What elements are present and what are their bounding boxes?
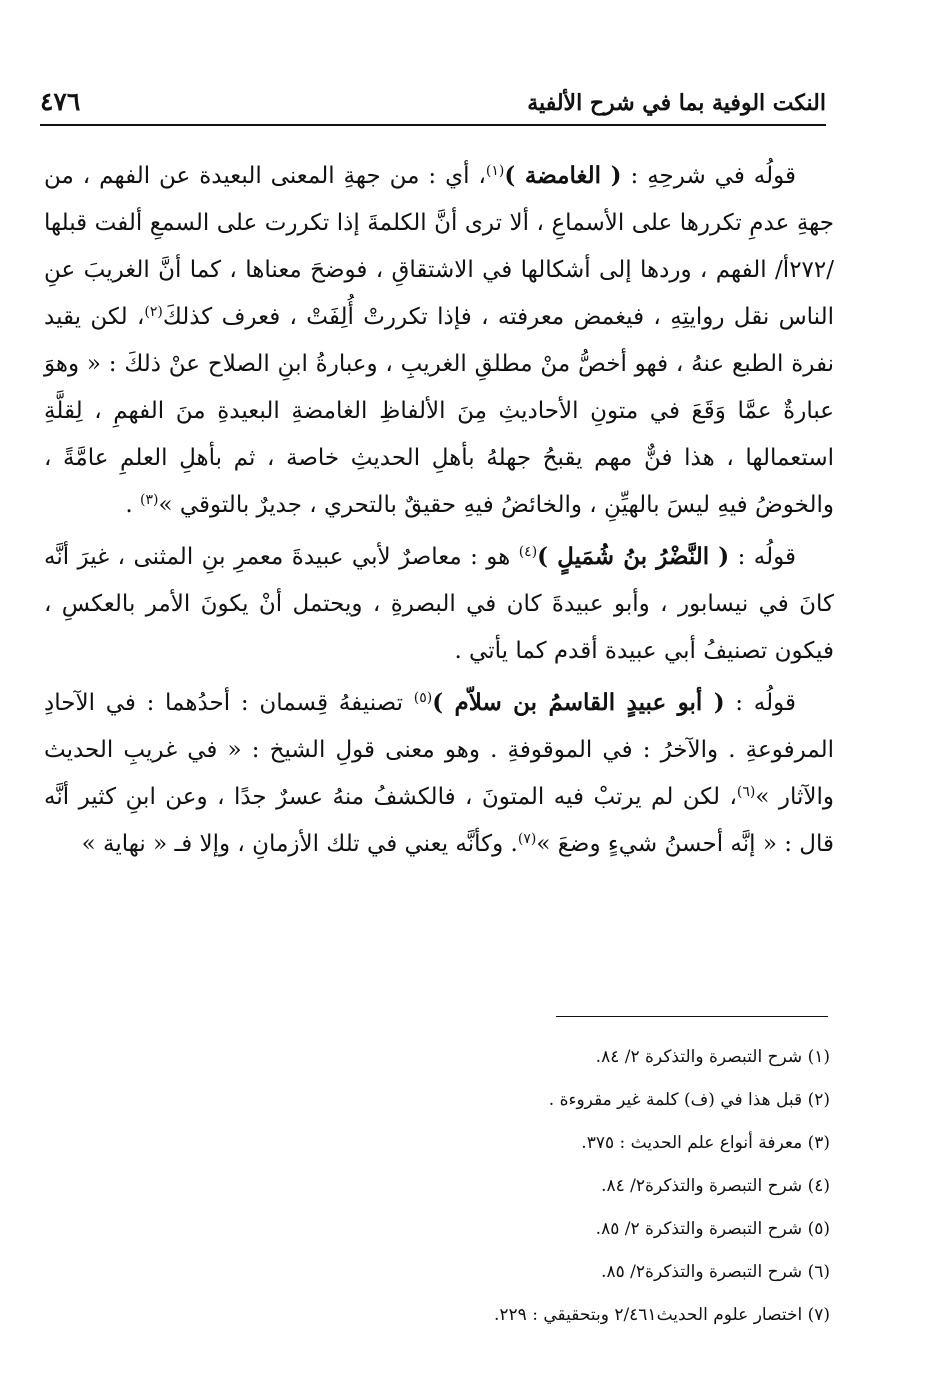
footnotes-list (44, 1036, 830, 1337)
quoted-term: ( النَّضْرُ بنُ شُمَيلٍ ) (537, 543, 730, 570)
paragraph-tail: . وكأنَّه يعني في تلك الأزمانِ ، وإلا فـ « نهاية » (81, 831, 518, 857)
footnote-item: (٦) شرح التبصرة والتذكرة٢/ ٨٥. (601, 1262, 830, 1282)
footnote-item: (٥) شرح التبصرة والتذكرة ٢/ ٨٥. (595, 1219, 830, 1239)
paragraph-text: هو : معاصرٌ لأبي عبيدةَ معمرِ بنِ المثنى ، غيرَ أنَّه كانَ في نيسابور ، وأبو عبيدةَ كان في البصرةِ ، ويحتمل أنْ يكونَ الأمر بالعكسِ ، فيكون تصنيفُ أبي عبيدة أقدم كما يأتي . (44, 544, 834, 664)
paragraph-abu-ubaid (44, 679, 834, 868)
quoted-term: ( أبو عبيدٍ القاسمُ بن سلاّم ) (432, 689, 725, 716)
footnote-item: (٤) شرح التبصرة والتذكرة٢/ ٨٤. (601, 1176, 830, 1196)
paragraph-gharib (44, 152, 834, 529)
footnote-ref: (٢) (144, 304, 163, 320)
paragraph-lead: قولُه : (724, 690, 796, 716)
paragraph-lead: قولُه في شرحِهِ : (621, 163, 796, 189)
paragraph-nadr (44, 533, 834, 675)
footnote-ref: (٣) (139, 492, 159, 508)
footnote-item: (١) شرح التبصرة والتذكرة ٢/ ٨٤. (595, 1047, 830, 1067)
footnote-ref: (٧) (517, 831, 537, 847)
footnote-item: (٣) معرفة أنواع علم الحديث : ٣٧٥. (581, 1133, 830, 1153)
footnote-ref: (٤) (518, 544, 538, 560)
header-rule (40, 124, 826, 126)
page-number: ٤٧٦ (40, 87, 81, 116)
running-title: النكت الوفية بما في شرح الألفية (527, 90, 826, 116)
paragraph-lead: قولُه : (729, 544, 797, 570)
footnote-ref: (٦) (736, 784, 756, 800)
paragraph-text: ، أي : من جهةِ المعنى البعيدة عن الفهم ، من جهةِ عدمِ تكررها على الأسماعِ ، ألا ترى أنَّ الكلمةَ إذا تكررت على السمعِ ألفت قبلها /٢٧٢أ/ الفهم ، وردها إلى أشكالها في الاشتقاقِ ، فوضحَ معناها ، كما أنَّ الغريبَ عنِ الناس نقل روايتِهِ ، فيغمض معرفته ، فإذا تكررتْ أُلِفَتْ ، فعرف كذلكَ (44, 163, 835, 330)
footnote-ref: (٥) (413, 690, 433, 706)
paragraph-text: ، لكن يقيد نفرة الطبع عنهُ ، فهو أخصُّ منْ مطلقِ الغريبِ ، وعبارةُ ابنِ الصلاح عنْ ذلكَ : « وهوَ عبارةٌ عمَّا وَقَعَ في متونِ الأحاديثِ مِنَ الألفاظِ الغامضةِ البعيدةِ منَ الفهمِ ، لِقلَّةِ استعمالها ، هذا فنٌّ مهم يقبحُ جهلهُ بأهلِ الحديثِ خاصة ، ثم بأهلِ العلمِ عامَّةً ، والخوضُ فيهِ ليسَ بالهيِّنِ ، والخائضُ فيهِ حقيقٌ بالتحري ، جديرٌ بالتوقي » (44, 304, 834, 518)
footnote-item: (٢) قبل هذا في (ف) كلمة غير مقروءة . (548, 1090, 830, 1110)
quoted-term: ( الغامضة ) (504, 162, 622, 189)
paragraph-text: ، لكن لم يرتبْ فيه المتونَ ، فالكشفُ منهُ عسرٌ جدًا ، وعن ابنِ كثير أنَّه قال : « إنَّه أحسنُ شيءٍ وضعَ » (44, 784, 834, 857)
paragraph-text: تصنيفهُ قِسمان : أحدُهما : في الآحادِ المرفوعةِ . والآخرُ : في الموقوفةِ . وهو معنى قولِ الشيخ : « في غريبِ الحديث والآثار » (44, 690, 834, 810)
paragraph-tail: . (125, 492, 140, 518)
footnote-separator (556, 1016, 828, 1017)
footnote-item: (٧) اختصار علوم الحديث٢/٤٦١ وبتحقيقي : ٢٢٩. (494, 1305, 830, 1325)
main-text (44, 152, 834, 868)
page-header (40, 70, 826, 116)
footnote-ref: (١) (485, 163, 505, 179)
